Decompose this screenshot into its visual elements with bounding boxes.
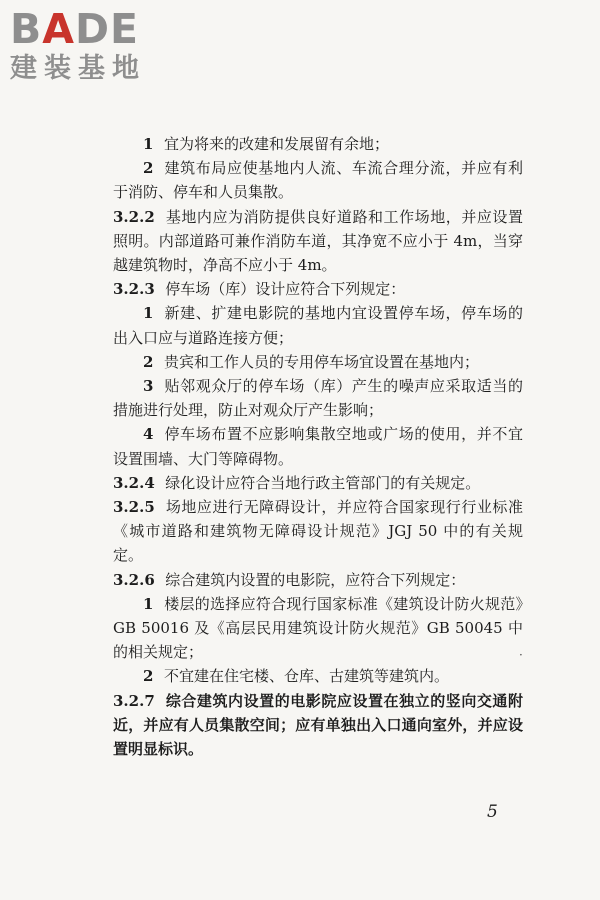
clause-3-2-3-item-3 [113,374,523,422]
clause-text: 绿化设计应符合当地行政主管部门的有关规定。 [165,473,481,492]
clause-text: 基地内应为消防提供良好道路和工作场地，并应设置照明。内部道路可兼作消防车道，其净宽不应小于 4m，当穿越建筑物时，净高不应小于 4m。 [113,207,523,275]
clause-3-2-3-item-2 [113,350,523,374]
item-number: 1 [143,304,154,323]
clause-3-2-7 [113,689,523,762]
item-text: 宜为将来的改建和发展留有余地； [163,135,389,153]
clause-text: 停车场（库）设计应符合下列规定： [165,280,406,299]
clause-3-2-3 [113,277,523,301]
item-text: 贵宾和工作人员的专用停车场宜设置在基地内； [163,352,479,371]
item-text: 新建、扩建电影院的基地内宜设置停车场，停车场的出入口应与道路连接方便； [113,304,523,347]
logo-subtitle: 建装基地 [10,53,146,84]
clause-text: 综合建筑内设置的电影院，应符合下列规定： [165,570,466,589]
item-number: 3 [143,377,154,396]
clause-number: 3.2.4 [113,473,155,492]
item-number: 2 [143,352,154,371]
clause-number: 3.2.3 [113,280,155,299]
page-number: 5 [487,802,498,822]
clause-3-2-3-item-1 [113,301,523,349]
item-text: 停车场布置不应影响集散空地或广场的使用，并不宜设置围墙、大门等障碍物。 [113,425,523,468]
item-number: 1 [143,594,154,613]
logo-letters-de: DE [75,5,140,53]
clause-3-2-6-item-2 [113,664,523,688]
clause-number: 3.2.2 [113,207,155,226]
item-number: 2 [143,667,154,686]
document-body [113,132,523,761]
clause-3-2-6 [113,568,523,592]
item-text: 贴邻观众厅的停车场（库）产生的噪声应采取适当的措施进行处理，防止对观众厅产生影响； [113,377,523,420]
clause-3-2-4 [113,471,523,495]
bade-logo [10,6,175,86]
clause-text: 综合建筑内设置的电影院应设置在独立的竖向交通附近，并应有人员集散空间；应有单独出入口通向室外，并应设置明显标识。 [113,691,523,759]
item-text: 不宜建在住宅楼、仓库、古建筑等建筑内。 [163,667,449,686]
clause-3-2-6-item-1 [113,592,523,665]
item-text: 楼层的选择应符合现行国家标准《建筑设计防火规范》GB 50016 及《高层民用建筑设计防火规范》GB 50045 中的相关规定； [113,594,523,662]
clause-text: 场地应进行无障碍设计，并应符合国家现行行业标准《城市道路和建筑物无障碍设计规范》JGJ 50 中的有关规定。 [113,498,523,565]
clause-3-2-1-item-1 [113,132,523,156]
item-text: 建筑布局应使基地内人流、车流合理分流，并应有利于消防、停车和人员集散。 [113,159,523,202]
item-number: 4 [143,425,154,444]
clause-3-2-3-item-4 [113,422,523,470]
clause-number: 3.2.5 [113,498,155,517]
clause-3-2-1-item-2 [113,156,523,204]
clause-3-2-2 [113,205,523,278]
logo-letter-b: B [10,5,43,53]
logo-letter-a: A [42,5,75,53]
clause-number: 3.2.7 [113,691,155,710]
clause-3-2-5 [113,495,523,568]
scan-artifact-dot: · [519,648,523,662]
logo-wordmark [10,6,175,52]
item-number: 2 [143,159,154,178]
item-number: 1 [143,135,154,153]
clause-number: 3.2.6 [113,570,155,589]
